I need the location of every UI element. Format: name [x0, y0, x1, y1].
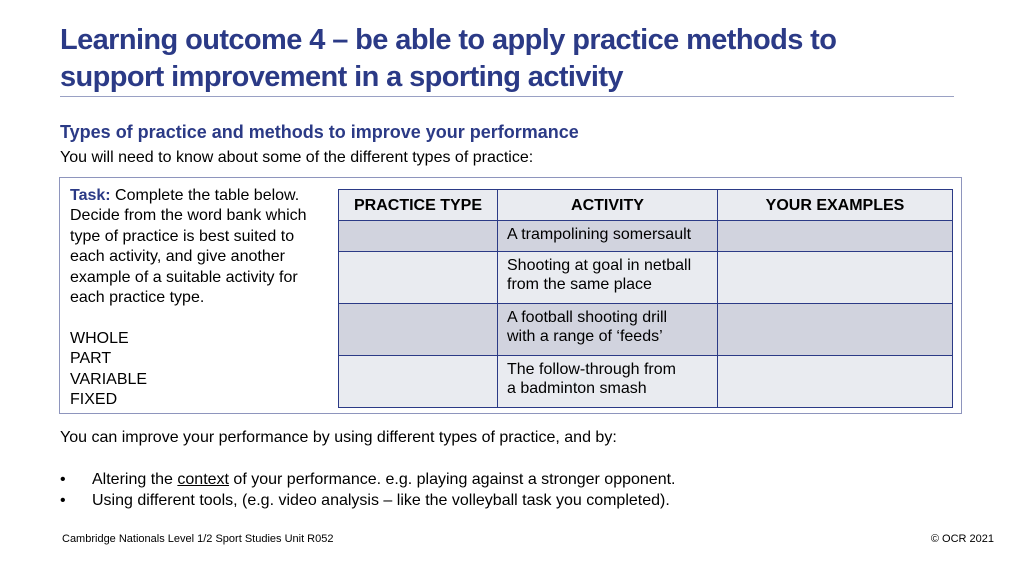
word-bank-item: VARIABLE [70, 370, 148, 388]
footer-course: Cambridge Nationals Level 1/2 Sport Studies Unit R052 [62, 533, 334, 545]
header-your-examples: YOUR EXAMPLES [718, 190, 953, 221]
improve-text: You can improve your performance by using different types of practice, and by: [60, 429, 617, 446]
practice-type-cell[interactable] [339, 252, 498, 304]
title-divider [60, 96, 954, 97]
task-instructions [70, 186, 332, 410]
practice-type-cell[interactable] [339, 356, 498, 408]
page-title-line-2: support improvement in a sporting activity [60, 61, 623, 93]
word-bank-item: WHOLE [70, 329, 129, 347]
activity-line: A football shooting drill [507, 309, 668, 326]
table-header-row [339, 190, 953, 221]
table-row [339, 221, 953, 252]
activity-line: with a range of ‘feeds’ [507, 328, 663, 345]
activity-line: from the same place [507, 276, 652, 293]
bullet-marker: • [60, 492, 66, 509]
section-heading: Types of practice and methods to improve your performance [60, 122, 579, 142]
activity-line: The follow-through from [507, 361, 676, 378]
bullet-marker: • [60, 471, 66, 488]
word-bank [70, 329, 332, 411]
practice-type-cell[interactable] [339, 304, 498, 356]
practice-table [338, 189, 953, 408]
task-label: Task: [70, 187, 111, 204]
context-underlined: context [177, 471, 229, 488]
task-description: Complete the table below. Decide from the word bank which type of practice is best suited to each activity, and give another example of a suitable activity for each practice type. [70, 187, 307, 307]
header-practice-type: PRACTICE TYPE [339, 190, 498, 221]
activity-cell [498, 304, 718, 356]
bullet-text: of your performance. e.g. playing against a stronger opponent. [228, 471, 676, 488]
bullet-text: Altering the [92, 471, 178, 488]
table-row [339, 304, 953, 356]
example-cell[interactable] [718, 252, 953, 304]
table-row [339, 356, 953, 408]
word-bank-item: PART [70, 350, 112, 368]
practice-type-cell[interactable] [339, 221, 498, 252]
example-cell[interactable] [718, 304, 953, 356]
bullet-item-tools [60, 490, 675, 511]
page-title-line-1: Learning outcome 4 – be able to apply practice methods to [60, 24, 837, 56]
word-bank-item: FIXED [70, 391, 118, 409]
activity-cell [498, 356, 718, 408]
activity-line: A trampolining somersault [507, 226, 692, 243]
example-cell[interactable] [718, 221, 953, 252]
example-cell[interactable] [718, 356, 953, 408]
activity-line: Shooting at goal in netball [507, 257, 692, 274]
page-title [60, 22, 960, 96]
activity-cell [498, 221, 718, 252]
bullet-text: Using different tools, (e.g. video analysis – like the volleyball task you completed). [92, 492, 670, 509]
table-row [339, 252, 953, 304]
activity-line: a badminton smash [507, 380, 647, 397]
header-activity: ACTIVITY [498, 190, 718, 221]
footer-copyright: © OCR 2021 [930, 533, 994, 545]
bullet-item-context [60, 469, 675, 490]
intro-text: You will need to know about some of the different types of practice: [60, 149, 534, 166]
bullet-list [60, 469, 675, 511]
activity-cell [498, 252, 718, 304]
